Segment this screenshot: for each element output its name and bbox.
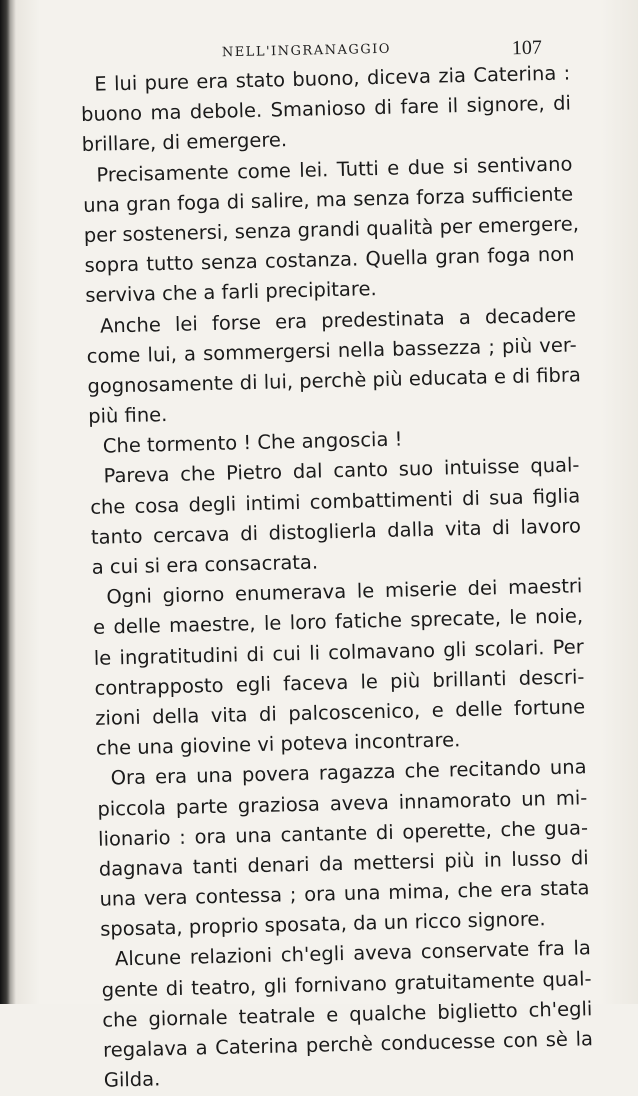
page-binding-shadow [0,0,10,1004]
text-line: sposata, proprio sposata, da un ricco signore. [99,907,546,942]
text-line: come lui, a sommergersi nella bassezza ; più ver- [86,333,577,368]
text-line: serviva che a farli precipitare. [85,277,377,308]
text-line: piccola parte graziosa aveva innamorato un mi- [97,785,588,821]
text-line: Pareva che Pietro dal canto suo intuisse qual- [103,453,580,488]
text-line: E lui pure era stato buono, diceva zia Caterina : [94,61,571,96]
text-line: Anche lei forse era predestinata a decadere [99,302,577,338]
text-line: lionario : ora una cantante di operette, che gua- [97,815,589,851]
text-line: Che tormento ! Che angoscia ! [102,427,403,458]
text-line: tanto cercava di distoglierla dalla vita di lavoro [90,514,582,549]
text-line: contrapposto egli faceva le più brillanti descri- [94,665,585,700]
text-line: una gran foga di salire, ma senza forza sufficiente [82,182,574,217]
text-line: zioni della vita di palcoscenico, e delle fortune [95,695,586,730]
running-title: NELL'INGRANAGGIO [221,41,392,61]
page-number: 107 [511,36,543,60]
text-line: Ogni giorno enumerava le miserie dei maestri [106,574,583,609]
text-line: che una giovine vi poteva incontrare. [95,728,461,760]
text-line: che giornale teatrale e qualche biglietto ch'egli [102,997,593,1032]
text-line: Alcune relazioni ch'egli aveva conservate fra la [114,936,592,971]
text-line: regalava a Caterina perchè conducesse con sè la [102,1027,594,1062]
text-line: che cosa degli intimi combattimenti di sua figlia [90,483,581,519]
text-line: sopra tutto senza costanza. Quella gran foga non [84,242,575,278]
text-line: dagnava tanti denari da mettersi più in lusso di [98,846,589,881]
text-line: brillare, di emergere. [81,128,288,157]
text-line: a cui si era consacrata. [91,550,319,579]
text-line: per sostenersi, senza grandi qualità per emergere, [83,212,580,247]
text-line: una vera contessa ; ora una mima, che era stata [99,876,590,911]
text-line: Ora era una povera ragazza che recitando una [110,755,587,790]
body-text [80,58,594,1096]
text-line: Precisamente come lei. Tutti e due si sentivano [96,151,573,187]
text-line: le ingratitudini di cui li colmavano gli scolari. Per [93,634,584,670]
text-line: gente di teatro, gli fornivano gratuitamente qual- [101,966,592,1002]
text-line: e delle maestre, le loro fatiche sprecate, le noie, [92,604,584,640]
text-line: buono ma debole. Smanioso di fare il signore, di [80,91,572,127]
text-line: Gilda. [103,1067,161,1092]
text-line: gognosamente di lui, perchè più educata e di fibra [87,363,582,398]
text-line: più fine. [87,403,168,428]
